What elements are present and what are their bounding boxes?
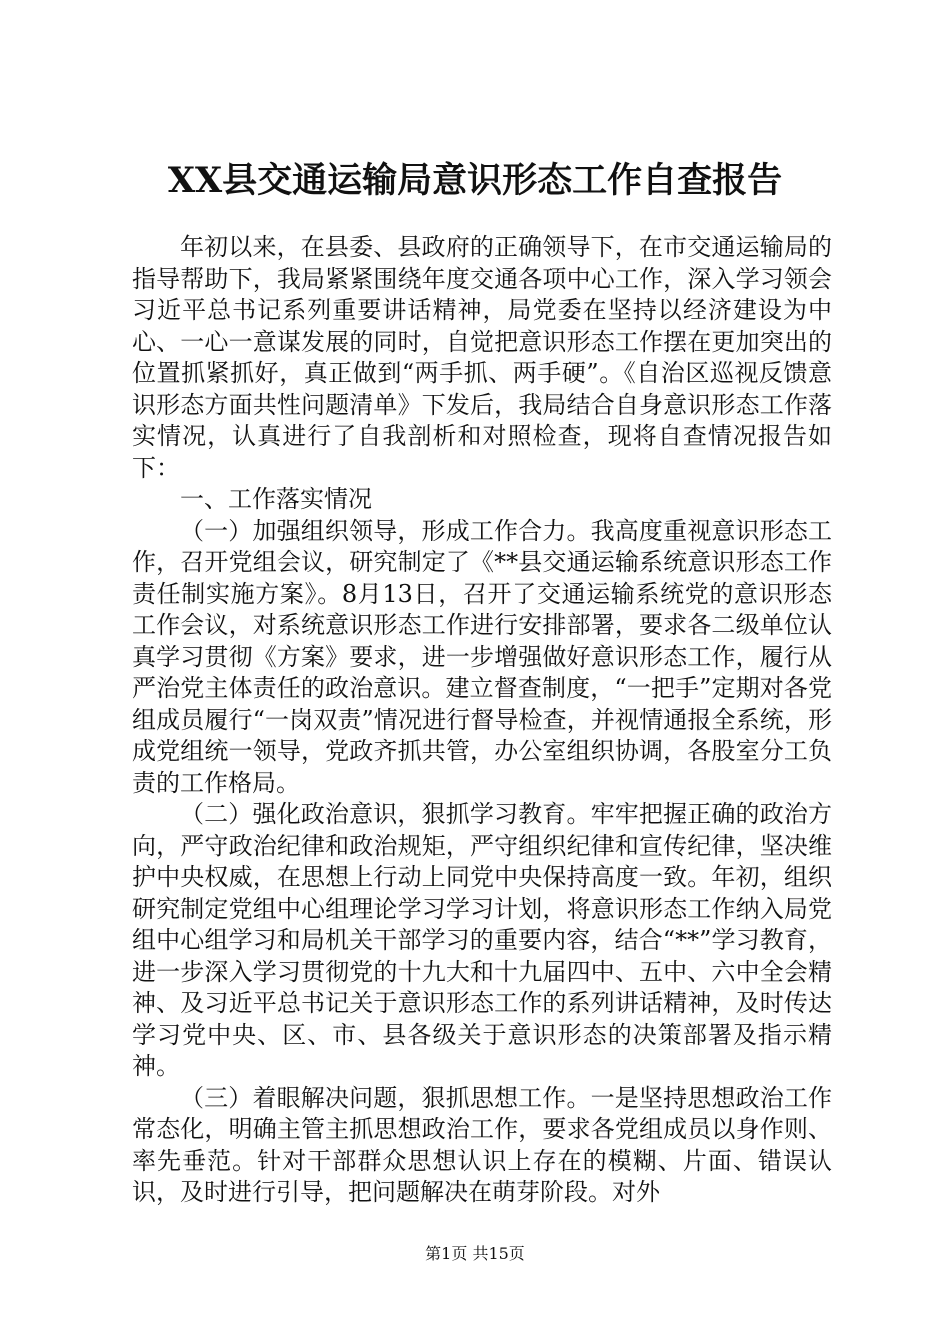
page-footer: 第1页 共15页 <box>425 1244 525 1263</box>
paragraph-political-awareness: （二）强化政治意识，狠抓学习教育。牢牢把握正确的政治方向，严守政治纪律和政治规矩，严守组织纪律和宣传纪律，坚决维护中央权威，在思想上行动上同党中央保持高度一致。年初，组织研究制定党组中心组理论学习学习计划，将意识形态工作纳入局党组中心组学习和局机关干部学习的重要内容，结合“**”学习教育，进一步深入学习贯彻党的十九大和十九届四中、五中、六中全会精神、及习近平总书记关于意识形态工作的系列讲话精神，及时传达学习党中央、区、市、县各级关于意识形态的决策部署及指示精神。 <box>132 800 832 1080</box>
document-title: XX县交通运输局意识形态工作自查报告 <box>167 160 783 201</box>
paragraph-problem-solving: （三）着眼解决问题，狠抓思想工作。一是坚持思想政治工作常态化，明确主管主抓思想政治工作，要求各党组成员以身作则、率先垂范。针对干部群众思想认识上存在的模糊、片面、错误认识，及时进行引导，把问题解决在萌芽阶段。对外 <box>132 1083 832 1206</box>
intro-paragraph: 年初以来，在县委、县政府的正确领导下，在市交通运输局的指导帮助下，我局紧紧围绕年度交通各项中心工作，深入学习领会习近平总书记系列重要讲话精神，局党委在坚持以经济建设为中心、一心一意谋发展的同时，自觉把意识形态工作摆在更加突出的位置抓紧抓好，真正做到“两手抓、两手硬”。《自治区巡视反馈意识形态方面共性问题清单》下发后，我局结合自身意识形态工作落实情况，认真进行了自我剖析和对照检查，现将自查情况报告如下： <box>132 233 832 482</box>
paragraph-organization: （一）加强组织领导，形成工作合力。我高度重视意识形态工作，召开党组会议，研究制定了《**县交通运输系统意识形态工作责任制实施方案》。8月13日，召开了交通运输系统党的意识形态工作会议，对系统意识形态工作进行安排部署，要求各二级单位认真学习贯彻《方案》要求，进一步增强做好意识形态工作，履行从严治党主体责任的政治意识。建立督查制度，“一把手”定期对各党组成员履行“一岗双责”情况进行督导检查，并视情通报全系统，形成党组统一领导，党政齐抓共管，办公室组织协调，各股室分工负责的工作格局。 <box>132 516 832 797</box>
section-heading: 一、工作落实情况 <box>180 485 372 513</box>
document-body <box>132 232 832 1209</box>
